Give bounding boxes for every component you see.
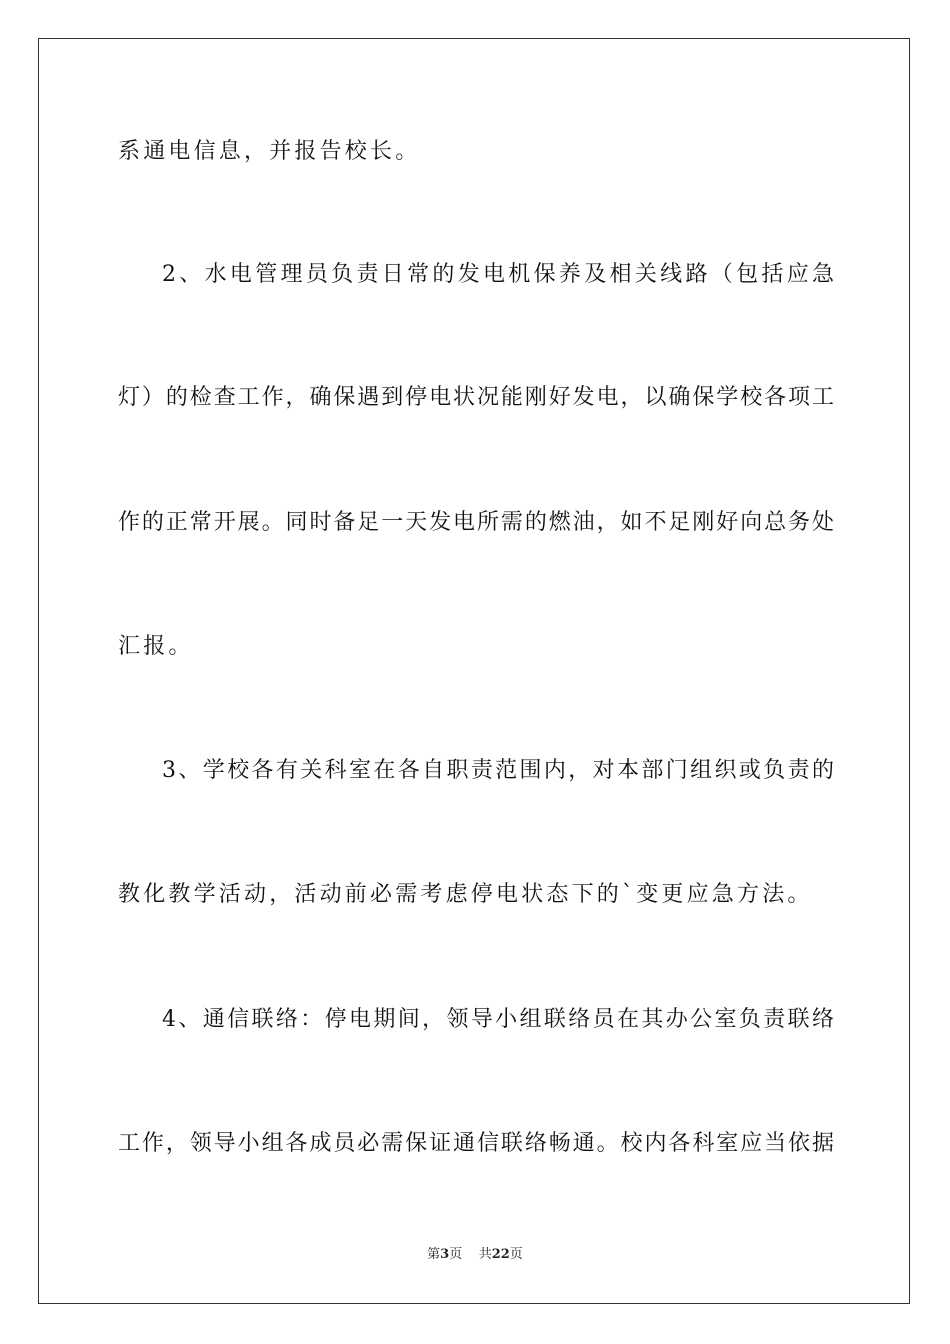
text-line-2: 2、水电管理员负责日常的发电机保养及相关线路（包括应急 <box>162 262 834 287</box>
total-label-suffix: 页 <box>509 1247 523 1262</box>
text-line-8: 4、通信联络：停电期间，领导小组联络员在其办公室负责联络 <box>162 1007 834 1032</box>
page-label-suffix: 页 <box>449 1247 463 1262</box>
total-pages: 22 <box>491 1247 510 1262</box>
text-line-6: 3、学校各有关科室在各自职责范围内，对本部门组织或负责的 <box>162 758 834 783</box>
page-footer <box>0 1246 950 1264</box>
page-label-prefix: 第 <box>427 1247 441 1262</box>
text-line-5: 汇报。 <box>118 634 194 659</box>
page-number: 3 <box>440 1247 450 1262</box>
text-line-7: 教化教学活动，活动前必需考虑停电状态下的`变更应急方法。 <box>118 882 813 907</box>
text-line-4: 作的正常开展。同时备足一天发电所需的燃油，如不足刚好向总务处 <box>118 510 834 535</box>
total-label-prefix: 共 <box>478 1247 492 1262</box>
page-border <box>38 38 910 1304</box>
text-line-9: 工作，领导小组各成员必需保证通信联络畅通。校内各科室应当依据 <box>118 1131 834 1156</box>
text-line-3: 灯）的检查工作，确保遇到停电状况能刚好发电，以确保学校各项工 <box>118 385 834 410</box>
text-line-1: 系通电信息，并报告校长。 <box>118 139 421 164</box>
